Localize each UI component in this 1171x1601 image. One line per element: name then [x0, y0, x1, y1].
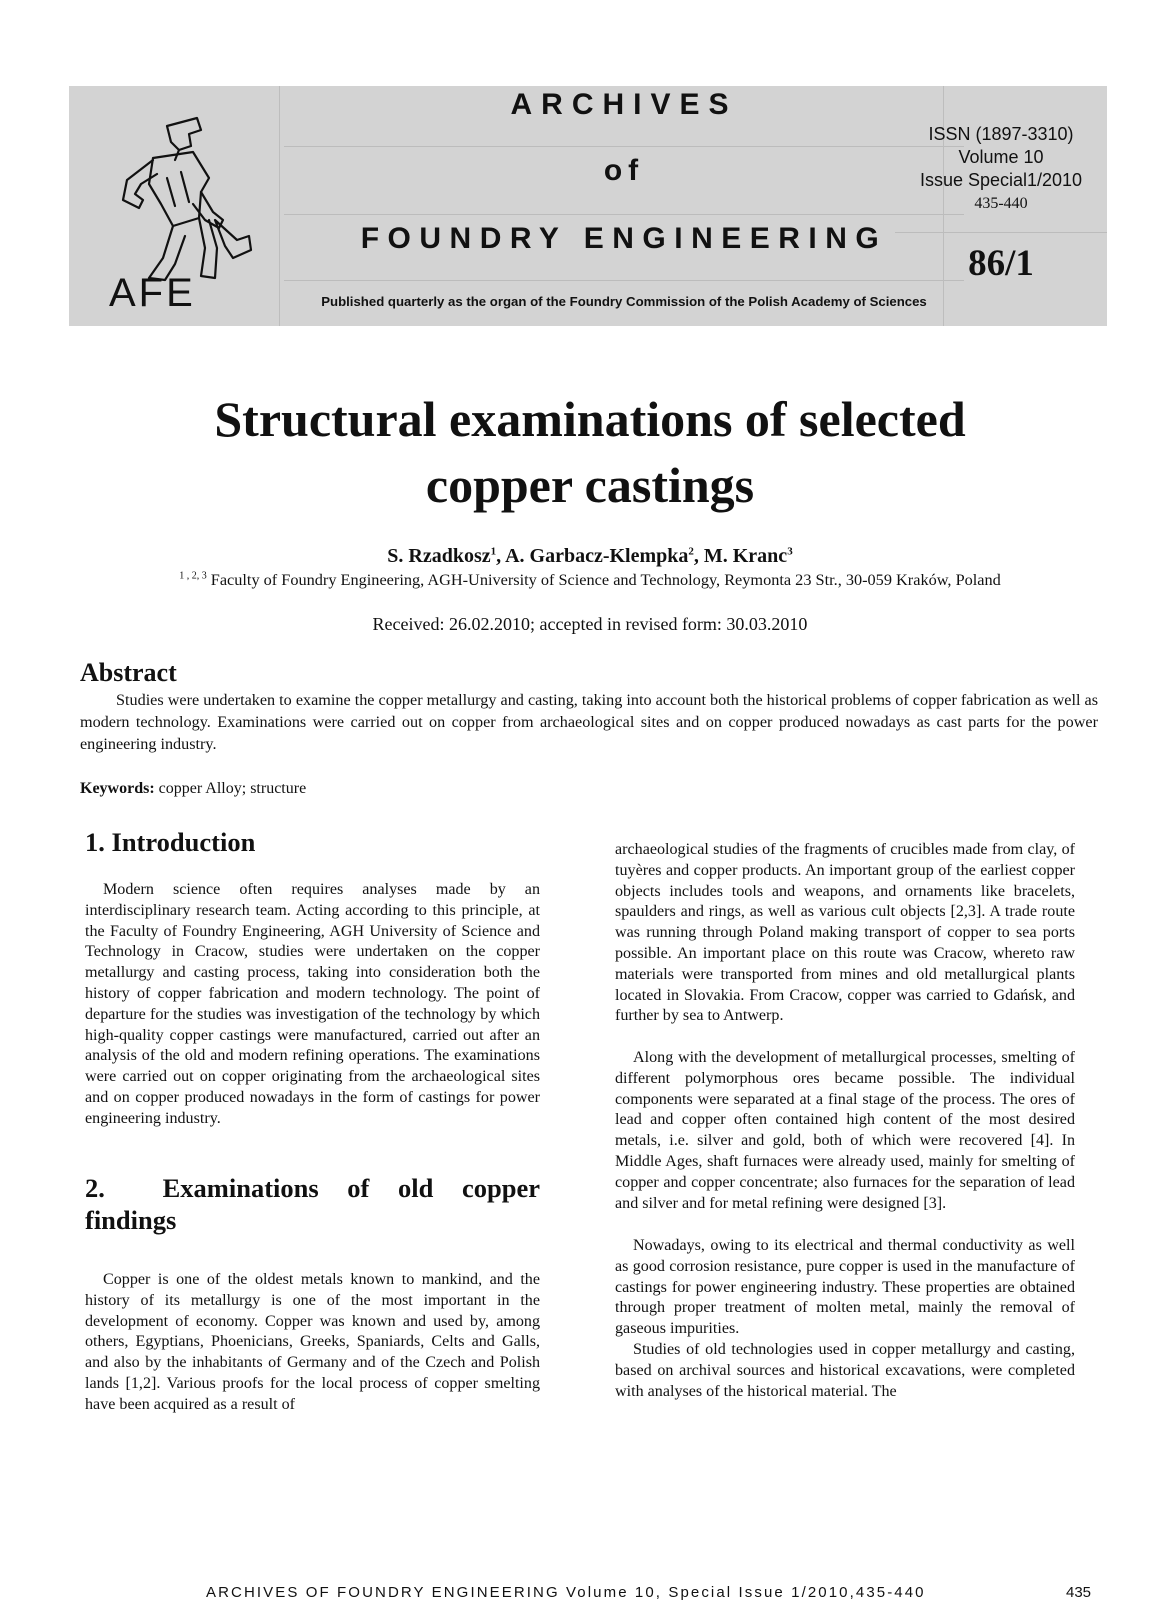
authors: S. Rzadkosz$^1$, A. Garbacz-Klempka$^2$, M. Kranc$^3$ [387, 545, 793, 567]
section-heading-introduction: 1. Introduction [85, 827, 256, 857]
divider [279, 86, 280, 326]
article-title [90, 386, 1090, 518]
page-number: 435 [1066, 1584, 1092, 1601]
issn: ISSN (1897-3310) [928, 124, 1074, 144]
journal-name-line3: FOUNDRY ENGINEERING [360, 222, 888, 255]
issue-info [895, 86, 1107, 326]
abstract-heading: Abstract [80, 658, 177, 687]
divider [895, 232, 1107, 233]
afe-logo [105, 108, 255, 308]
title-line2: copper castings [425, 457, 755, 513]
page-range: 435-440 [974, 195, 1028, 212]
author-sup: 2 [688, 545, 694, 558]
affiliation-text: Faculty of Foundry Engineering, AGH-University of Science and Technology, Reymonta 23 Str., 30-059 Kraków, Poland [210, 570, 1001, 589]
column2-paragraph-3: Nowadays, owing to its electrical and thermal conductivity as well as good corrosion resistance, pure copper is used in the manufacture of castings for power engineering industry. These properties are obtained through proper treatment of molten metal, mainly the removal of gaseous impurities. [615, 1237, 1075, 1338]
affiliation [60, 570, 1120, 590]
author-sup: 3 [787, 545, 793, 558]
section-heading-text: Examinations of old copper [162, 1173, 540, 1203]
divider [284, 214, 964, 215]
journal-header [69, 86, 1107, 326]
publisher-note: Published quarterly as the organ of the Foundry Commission of the Polish Academy of Sciences [321, 294, 927, 309]
journal-title-block [284, 86, 964, 326]
old-copper-paragraph: Copper is one of the oldest metals known to mankind, and the history of its metallurgy is one of the most important in the development of economy. Copper was known and used by, among others, Egyptians, Phoenicians, Greeks, Spaniards, Celts and Galls, and also by the inhabitants of Germany and of the Czech and Polish lands [1,2]. Various proofs for the local process of copper smelting have been acquired as a result of [85, 1271, 540, 1413]
abstract-text: Studies were undertaken to examine the copper metallurgy and casting, taking into account both the historical problems of copper fabrication as well as modern technology. Examinations were carried out on copper from archaeological sites and on copper produced nowadays as cast parts for the power engineering industry. [80, 691, 1098, 753]
keywords [80, 780, 306, 798]
author-name: A. Garbacz-Klempka [505, 545, 689, 567]
divider [284, 146, 964, 147]
article-number: 86/1 [968, 243, 1034, 284]
section-heading-line1 [85, 1172, 540, 1204]
column2-paragraph-2: Along with the development of metallurgical processes, smelting of different polymorphous ores became possible. The individual components were separated at a final stage of the process. The ores of lead and copper often contained high content of the most desired metals, i.e. silver and gold, both of which were recovered [4]. In Middle Ages, shaft furnaces were already used, mainly for smelting of copper and copper concentrate; also furnaces for the separation of lead and silver and for metal refining were designed [3]. [615, 1049, 1075, 1212]
title-line1: Structural examinations of selected [214, 391, 966, 447]
keywords-text: copper Alloy; structure [158, 780, 307, 797]
author-name: M. Kranc [703, 545, 788, 567]
foundryman-logo-icon [105, 108, 255, 308]
running-footer: ARCHIVES OF FOUNDRY ENGINEERING Volume 10, Special Issue 1/2010,435-440 [206, 1584, 926, 1601]
divider [284, 280, 964, 281]
keywords-label: Keywords: [80, 780, 155, 797]
author-name: S. Rzadkosz [387, 545, 491, 567]
section-heading-old-copper [85, 1172, 540, 1236]
journal-name-line1: ARCHIVES [510, 88, 738, 121]
received-dates: Received: 26.02.2010; accepted in revised form: 30.03.2010 [372, 614, 808, 634]
column2-paragraph-4: Studies of old technologies used in copper metallurgy and casting, based on archival sources and historical excavations, were completed with analyses of the historical material. The [615, 1341, 1075, 1400]
logo-text: AFE [109, 271, 196, 308]
column2-paragraph-1: archaeological studies of the fragments of crucibles made from clay, of tuyères and copper products. An important group of the earliest copper objects includes tools and weapons, and ornaments like bracelets, spaulders and rings, as well as various cult objects [2,3]. A trade route was running through Poland making transport of copper to sea ports possible. An important place on this route was Cracow, whereto raw materials were transported from mines and old metallurgical plants located in Slovakia. From Cracow, copper was carried to Gdańsk, and further by sea to Antwerp. [615, 841, 1075, 1025]
author-sup: 1 [490, 545, 497, 558]
section-heading-line2: findings [85, 1205, 177, 1235]
section-number: 2. [85, 1173, 105, 1203]
introduction-paragraph: Modern science often requires analyses made by an interdisciplinary research team. Acting according to this principle, at the Faculty of Foundry Engineering, AGH University of Science and Technology in Cracow, studies were undertaken on the copper metallurgy and casting process, taking into consideration both the history of copper fabrication and modern technology. The point of departure for the studies was investigation of the technology by which high-quality copper castings were manufactured, carried out after an analysis of the old and modern refining operations. The examinations were carried out on copper originating from the archaeological sites and on copper produced nowadays in the form of castings for power engineering industry. [85, 881, 540, 1127]
affiliation-sup: 1 , 2, 3 [179, 570, 207, 582]
issue: Issue Special1/2010 [919, 170, 1083, 190]
journal-name-line2: of [603, 154, 645, 187]
volume: Volume 10 [958, 147, 1044, 167]
